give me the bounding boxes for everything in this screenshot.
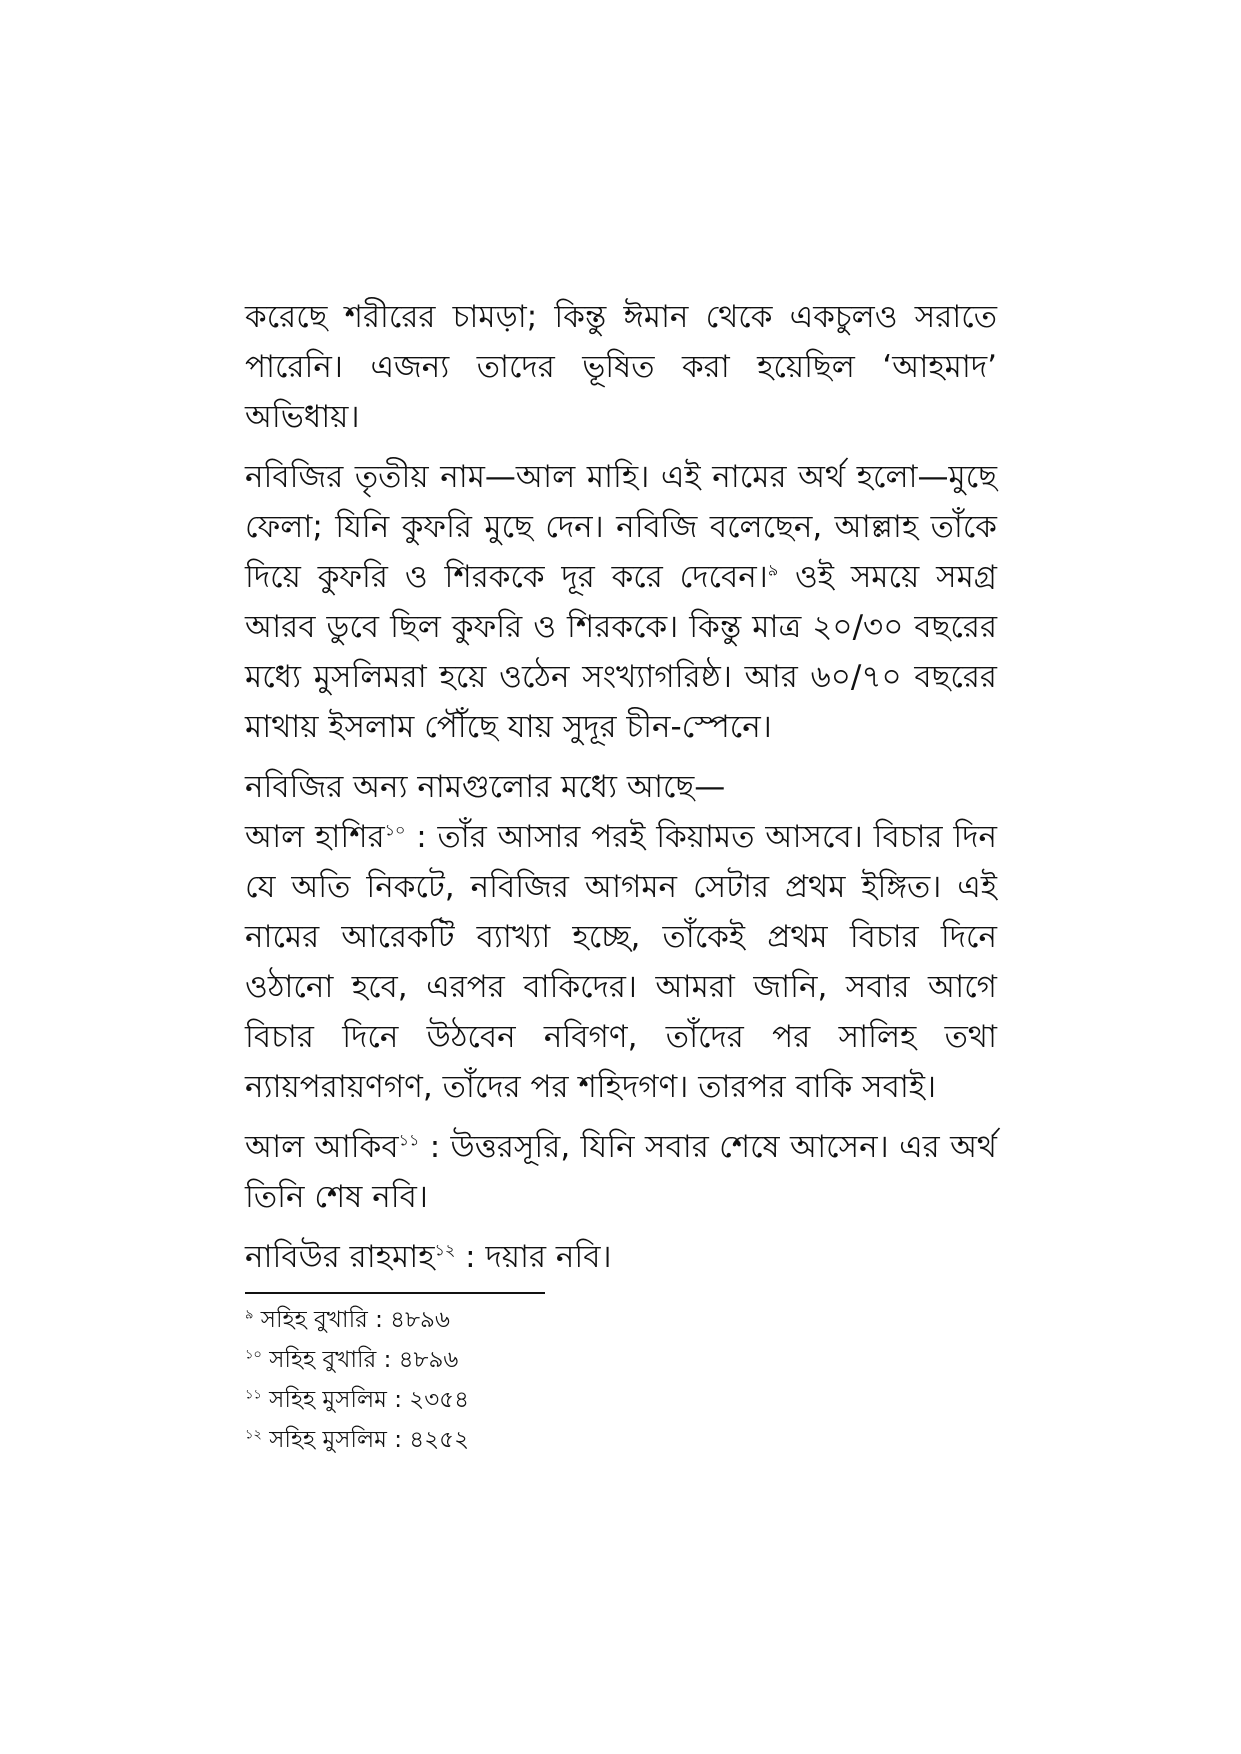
paragraph-text: নবিজির তৃতীয় নাম—আল মাহি। এই নামের অর্থ হলো—মুছে ফেলা; যিনি কুফরি মুছে দেন। নবিজি বলেছেন, আল্লাহ তাঁকে দিয়ে কুফরি ও শিরককে দূর করে দেবেন। <box>245 459 997 595</box>
footnote-number: ১১ <box>245 1387 262 1403</box>
page-body <box>245 292 997 1292</box>
footnote-text: সহিহ মুসলিম : ৪২৫২ <box>261 1427 470 1453</box>
footnote-text: সহিহ বুখারি : ৪৮৯৬ <box>261 1347 459 1373</box>
footnote-divider <box>245 1292 545 1294</box>
footnote-12 <box>245 1420 845 1460</box>
paragraph-al-hashir <box>245 812 997 1112</box>
footnote-ref-12[interactable]: ১২ <box>434 1240 456 1260</box>
paragraph-text: ওই সময়ে সমগ্র আরব ডুবে ছিল কুফরি ও শিরককে। কিন্তু মাত্র ২০/৩০ বছরের মধ্যে মুসলিমরা হয়ে ওঠেন সংখ্যাগরিষ্ঠ। আর ৬০/৭০ বছরের মাথায় ইসলাম পৌঁছে যায় সুদূর চীন-স্পেনে। <box>245 559 997 745</box>
paragraph-al-mahi <box>245 452 997 752</box>
footnote-11 <box>245 1380 845 1420</box>
footnote-number: ১২ <box>245 1427 262 1443</box>
footnotes <box>245 1300 845 1460</box>
footnote-ref-11[interactable]: ১১ <box>398 1130 420 1150</box>
footnote-number: ১০ <box>245 1347 262 1363</box>
paragraph-ahmad-ending <box>245 292 997 442</box>
footnote-9 <box>245 1300 845 1340</box>
paragraph-text: : দয়ার নবি। <box>455 1239 612 1275</box>
term-al-aqib: আল আকিব <box>245 1129 399 1165</box>
footnote-text: সহিহ মুসলিম : ২৩৫৪ <box>261 1387 470 1413</box>
footnote-number: ৯ <box>245 1307 254 1323</box>
paragraph-other-names-intro <box>245 762 997 812</box>
term-nabiur-rahmah: নাবিউর রাহমাহ <box>245 1239 435 1275</box>
paragraph-al-aqib <box>245 1122 997 1222</box>
paragraph-text: নবিজির অন্য নামগুলোর মধ্যে আছে— <box>245 769 726 805</box>
paragraph-text: করেছে শরীরের চামড়া; কিন্তু ঈমান থেকে একচুলও সরাতে পারেনি। এজন্য তাদের ভূষিত করা হয়েছিল ‘আহমাদ’ অভিধায়। <box>245 299 997 435</box>
paragraph-text: : তাঁর আসার পরই কিয়ামত আসবে। বিচার দিন যে অতি নিকটে, নবিজির আগমন সেটার প্রথম ইঙ্গিত। এই নামের আরেকটি ব্যাখ্যা হচ্ছে, তাঁকেই প্রথম বিচার দিনে ওঠানো হবে, এরপর বাকিদের। আমরা জানি, সবার আগে বিচার দিনে উঠবেন নবিগণ, তাঁদের পর সালিহ তথা ন্যায়পরায়ণগণ, তাঁদের পর শহিদগণ। তারপর বাকি সবাই। <box>245 819 998 1105</box>
footnote-10 <box>245 1340 845 1380</box>
paragraph-text: : উত্তরসূরি, যিনি সবার শেষে আসেন। এর অর্থ তিনি শেষ নবি। <box>245 1129 997 1215</box>
footnote-ref-10[interactable]: ১০ <box>384 820 406 840</box>
term-al-hashir: আল হাশির <box>245 819 385 855</box>
footnote-text: সহিহ বুখারি : ৪৮৯৬ <box>253 1307 450 1333</box>
paragraph-nabiur-rahmah <box>245 1232 997 1282</box>
footnote-ref-9[interactable]: ৯ <box>767 560 779 580</box>
